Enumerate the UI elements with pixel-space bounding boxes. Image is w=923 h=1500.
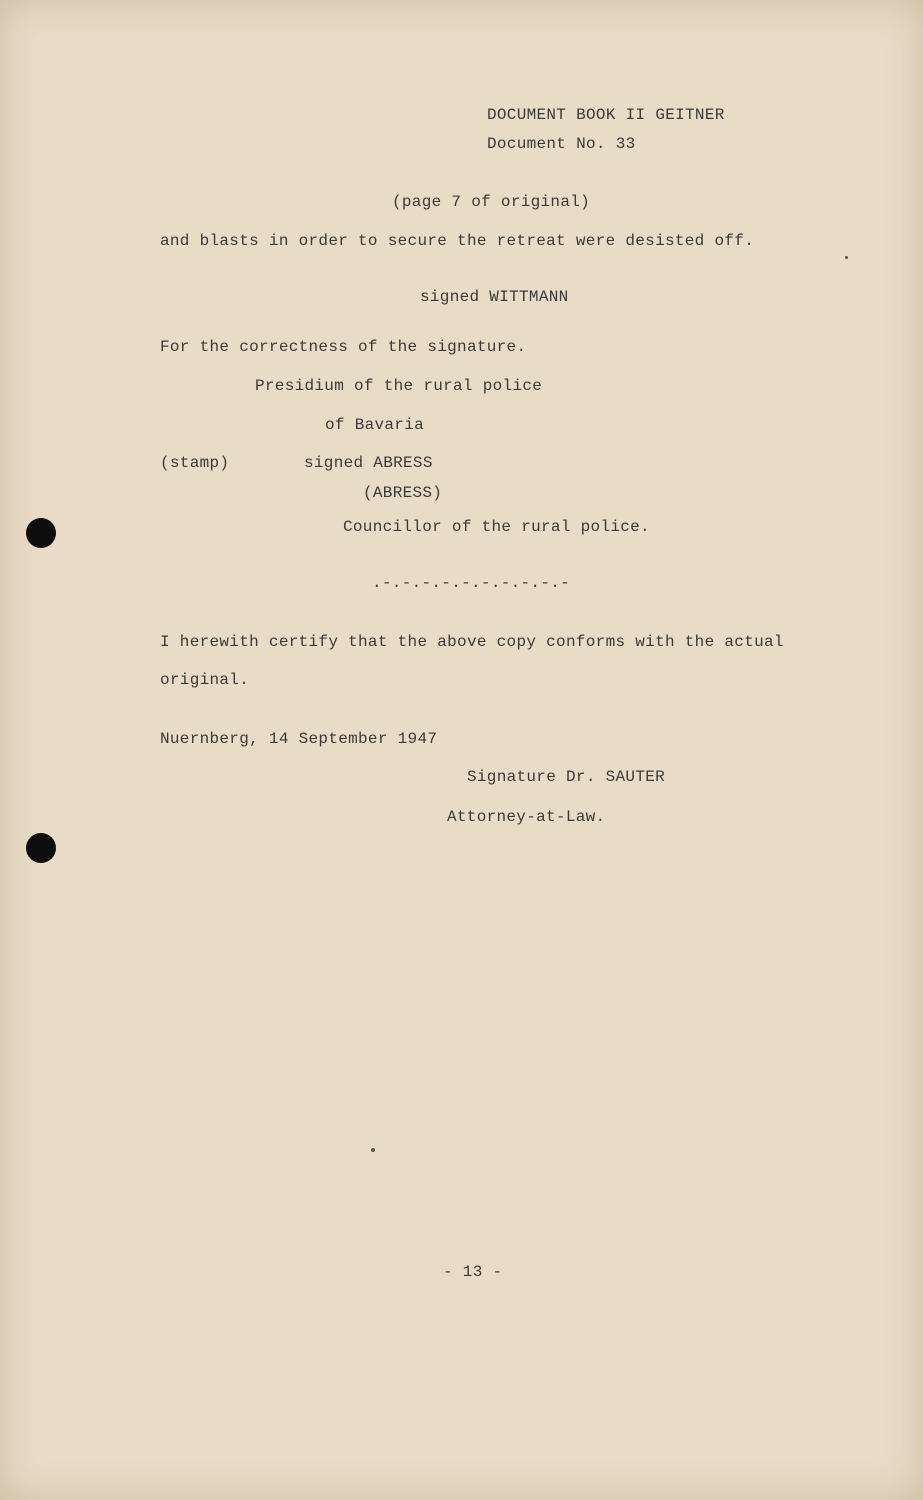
paper-speck — [371, 1148, 375, 1152]
certification-line: original. — [160, 671, 250, 689]
correctness-statement: For the correctness of the signature. — [160, 338, 527, 356]
councillor-line: Councillor of the rural police. — [343, 518, 650, 536]
section-divider: .-.-.-.-.-.-.-.-.-.- — [372, 574, 571, 592]
signature-sauter: Signature Dr. SAUTER — [467, 768, 666, 786]
bavaria-line: of Bavaria — [325, 416, 425, 434]
abress-name: (ABRESS) — [363, 484, 443, 502]
punch-hole-top — [26, 518, 56, 548]
place-date: Nuernberg, 14 September 1947 — [160, 730, 438, 748]
page-number: - 13 - — [443, 1263, 503, 1281]
stamp-label: (stamp) — [160, 454, 230, 472]
page-reference: (page 7 of original) — [392, 193, 591, 211]
signature-abress: signed ABRESS — [304, 454, 433, 472]
certification-line: I herewith certify that the above copy conforms with the actual — [160, 633, 784, 651]
document-book-header: DOCUMENT BOOK II GEITNER — [487, 106, 725, 124]
body-text-line: and blasts in order to secure the retreat were desisted off. — [160, 232, 755, 250]
paper-speck — [845, 256, 848, 259]
presidium-line: Presidium of the rural police — [255, 377, 543, 395]
document-number: Document No. 33 — [487, 135, 636, 153]
signature-wittmann: signed WITTMANN — [420, 288, 569, 306]
punch-hole-bottom — [26, 833, 56, 863]
attorney-title: Attorney-at-Law. — [447, 808, 606, 826]
